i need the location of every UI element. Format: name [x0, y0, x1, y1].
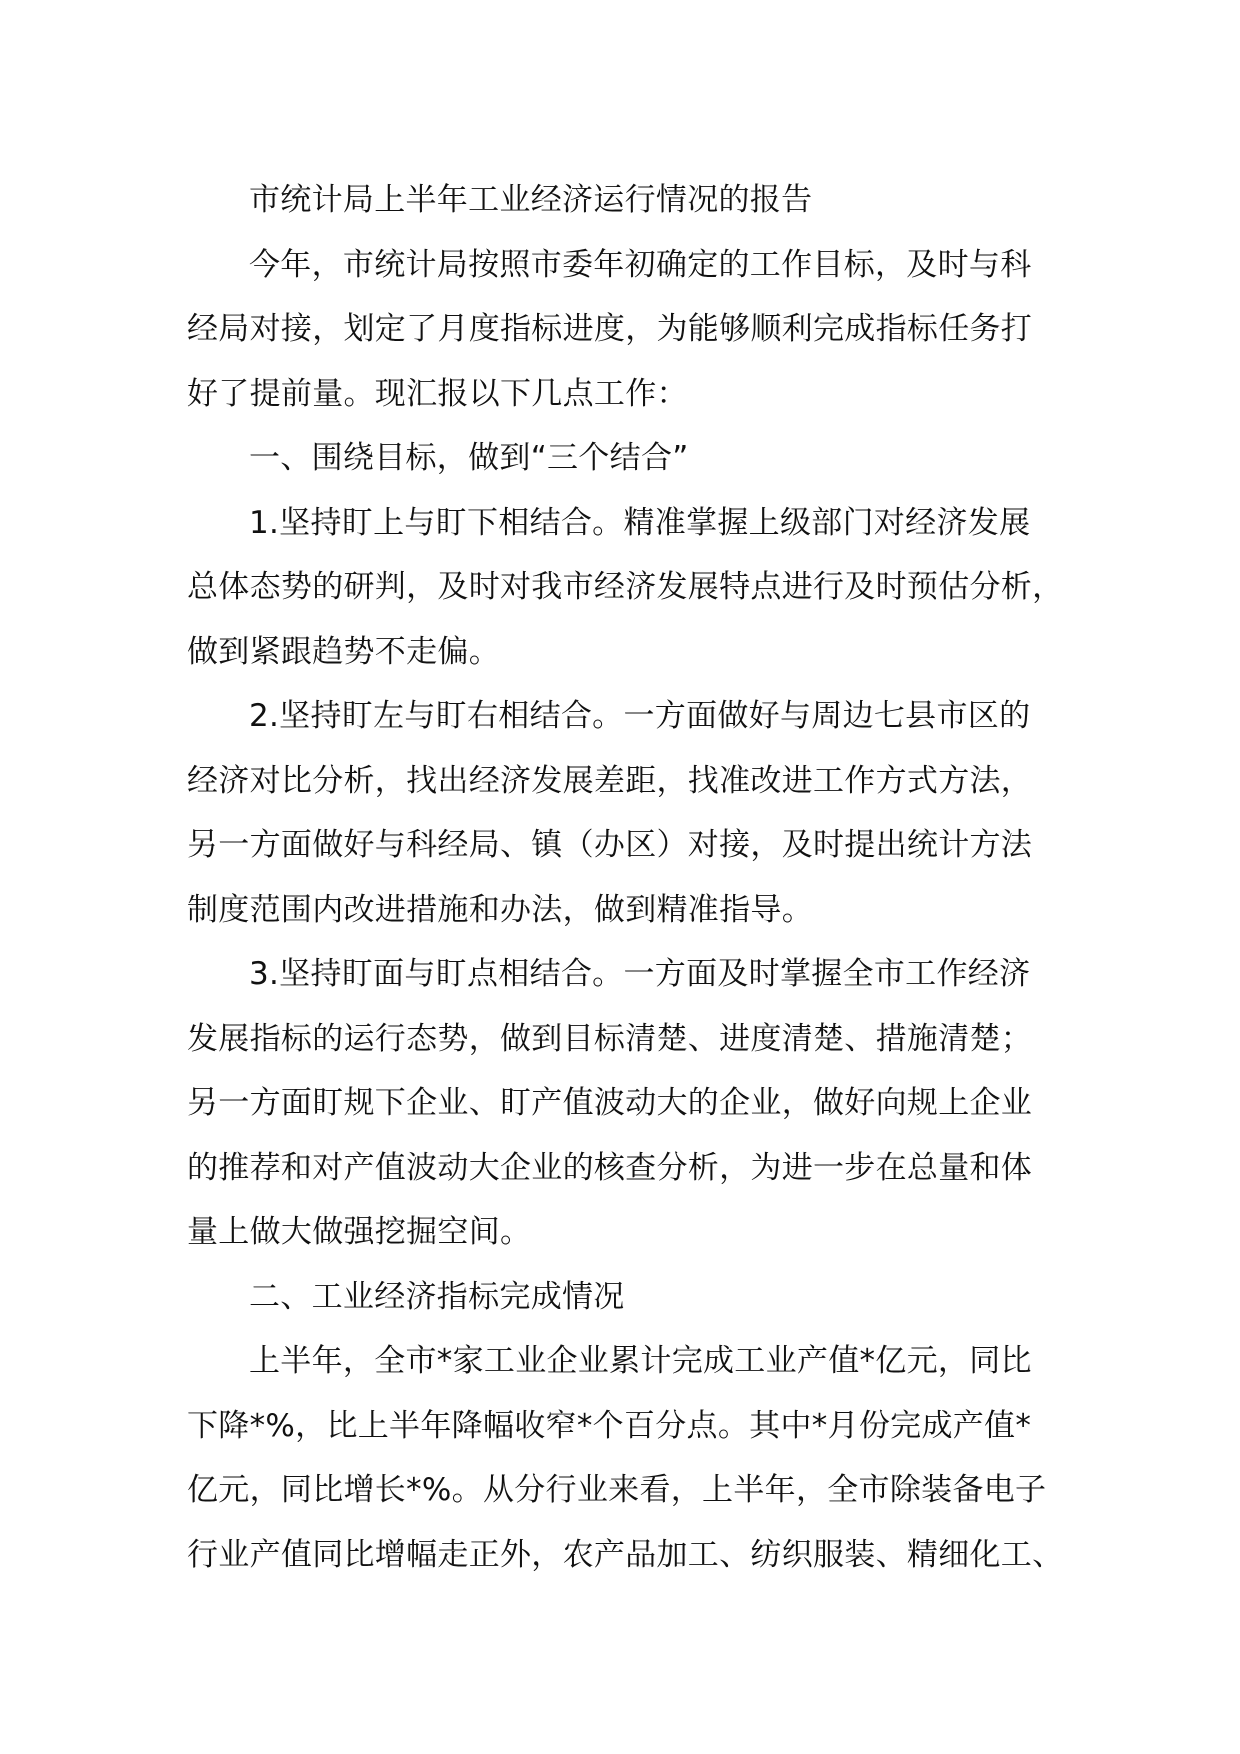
item-3-line: 的推荐和对产值波动大企业的核查分析，为进一步在总量和体 [187, 1149, 1033, 1186]
document-title: 市统计局上半年工业经济运行情况的报告 [249, 182, 813, 218]
item-2-line: 经济对比分析，找出经济发展差距，找准改进工作方式方法， [187, 762, 1033, 799]
paragraph-intro-line: 经局对接，划定了月度指标进度，为能够顺利完成指标任务打 [187, 311, 1033, 347]
item-3-line: 量上做大做强挖掘空间。 [187, 1214, 532, 1250]
item-1-line: 做到紧跟趋势不走偏。 [187, 633, 500, 670]
paragraph-summary-line: 行业产值同比增幅走正外，农产品加工、纺织服装、精细化工、 [187, 1536, 1064, 1573]
section-heading-2: 二、工业经济指标完成情况 [249, 1278, 625, 1315]
item-2-line: 另一方面做好与科经局、镇（办区）对接，及时提出统计方法 [187, 827, 1033, 863]
item-3-line: 另一方面盯规下企业、盯产值波动大的企业，做好向规上企业 [187, 1085, 1033, 1121]
paragraph-summary-line: 下降*%，比上半年降幅收窄*个百分点。其中*月份完成产值* [187, 1407, 1032, 1444]
item-2-line: 2.坚持盯左与盯右相结合。一方面做好与周边七县市区的 [249, 698, 1031, 734]
paragraph-summary-line: 亿元，同比增长*%。从分行业来看，上半年，全市除装备电子 [187, 1472, 1047, 1508]
paragraph-intro-line: 好了提前量。现汇报以下几点工作： [187, 375, 688, 412]
item-3-line: 发展指标的运行态势，做到目标清楚、进度清楚、措施清楚； [187, 1020, 1033, 1057]
paragraph-intro-line: 今年，市统计局按照市委年初确定的工作目标，及时与科 [249, 246, 1032, 283]
document-body [187, 168, 1087, 1587]
paragraph-summary-line: 上半年，全市*家工业企业累计完成工业产值*亿元，同比 [249, 1343, 1032, 1379]
item-2-line: 制度范围内改进措施和办法，做到精准指导。 [187, 891, 813, 928]
section-heading-1: 一、围绕目标，做到“三个结合” [249, 440, 689, 476]
item-1-line: 1.坚持盯上与盯下相结合。精准掌握上级部门对经济发展 [249, 504, 1031, 541]
item-3-line: 3.坚持盯面与盯点相结合。一方面及时掌握全市工作经济 [249, 956, 1031, 992]
item-1-line: 总体态势的研判，及时对我市经济发展特点进行及时预估分析， [187, 569, 1064, 605]
